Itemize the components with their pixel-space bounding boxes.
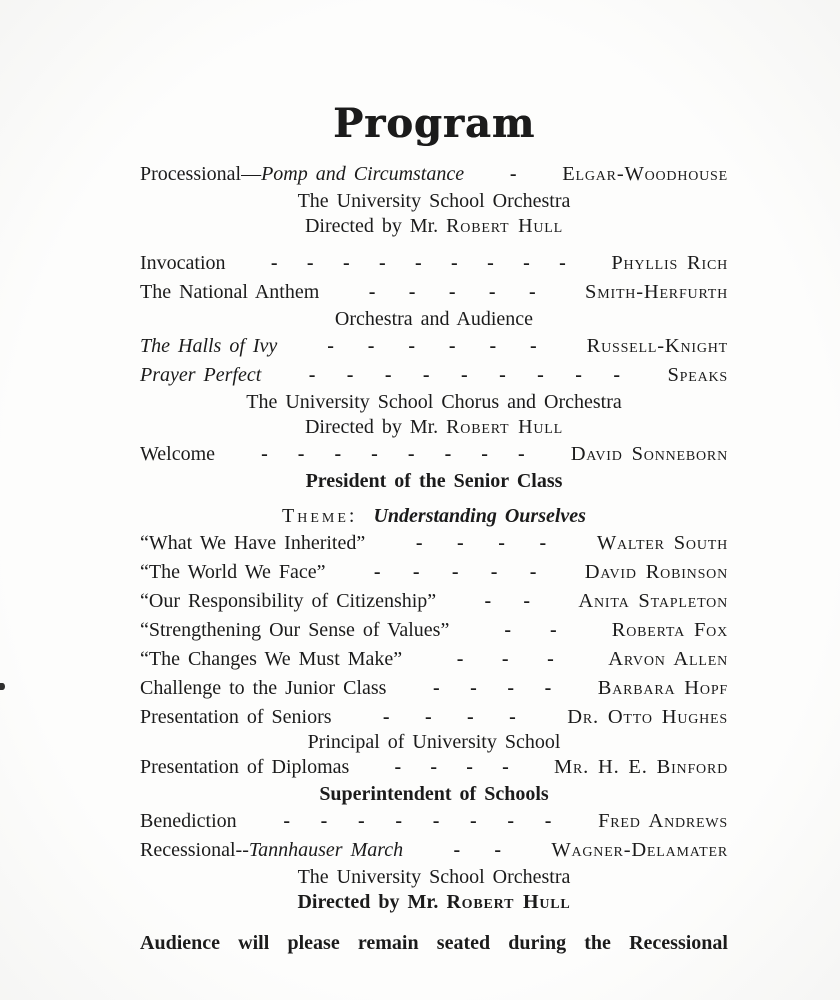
- centered-line: [140, 469, 728, 494]
- text-segment: The University School Orchestra: [297, 190, 571, 212]
- program-row-title: [140, 616, 449, 645]
- dash-leaders: [226, 249, 612, 278]
- dash-leaders: [237, 807, 598, 836]
- program-row: [140, 249, 728, 278]
- dash: -: [523, 590, 531, 612]
- dash-leaders: [277, 332, 586, 361]
- page-title: Program: [332, 100, 536, 147]
- dash: -: [451, 561, 459, 583]
- program-document: [140, 98, 728, 958]
- dash: -: [517, 443, 525, 465]
- text-segment: Theme:: [282, 505, 358, 527]
- dash: -: [499, 364, 506, 386]
- text-segment: Robert Hull: [446, 891, 571, 913]
- dash: -: [342, 252, 350, 274]
- performer-name: Roberta Fox: [611, 619, 728, 641]
- dash: -: [457, 532, 464, 554]
- dash: -: [490, 561, 498, 583]
- text-segment: “Strengthening Our Sense of Values”: [140, 619, 450, 641]
- performer-name: Speaks: [667, 364, 728, 386]
- dash: -: [451, 252, 458, 274]
- text-segment: Tannhauser March: [248, 839, 404, 861]
- text-segment: Orchestra and Audience: [334, 308, 534, 330]
- program-row: [140, 753, 728, 782]
- centered-line: [140, 504, 728, 529]
- dash-leaders: [449, 616, 611, 645]
- dash: -: [327, 335, 334, 357]
- program-row: [140, 645, 728, 674]
- dash: -: [539, 532, 547, 554]
- dash: -: [297, 443, 305, 465]
- performer-name: Phyllis Rich: [611, 252, 728, 274]
- performer-name: Walter South: [596, 532, 728, 554]
- program-row-title: [140, 753, 349, 782]
- centered-line: [140, 390, 728, 415]
- dash: -: [382, 706, 390, 728]
- centered-line: [140, 189, 728, 214]
- dash: -: [424, 706, 432, 728]
- centered-line: [140, 782, 728, 807]
- text-segment: President of the Senior Class: [305, 470, 563, 492]
- performer-name: Wagner-Delamater: [551, 839, 728, 861]
- dash: -: [470, 677, 477, 699]
- dash: -: [550, 619, 557, 641]
- text-segment: Robert Hull: [446, 215, 564, 237]
- spacer: [140, 239, 728, 249]
- performer-name: Fred Andrews: [598, 810, 728, 832]
- program-row: [140, 836, 728, 865]
- dash-leaders: [349, 753, 554, 782]
- dash-leaders: [332, 703, 568, 732]
- dash: -: [334, 443, 342, 465]
- dash: -: [502, 756, 509, 778]
- dash: -: [529, 561, 537, 583]
- dash: -: [507, 677, 515, 699]
- program-row-title: [140, 836, 403, 865]
- dash: -: [432, 810, 440, 832]
- dash: -: [466, 756, 473, 778]
- dash: -: [504, 619, 512, 641]
- dash: -: [394, 756, 402, 778]
- centered-line: [140, 890, 728, 915]
- dash: -: [407, 443, 415, 465]
- dash-leaders: [464, 160, 562, 189]
- dash: -: [498, 532, 505, 554]
- text-segment: Prayer Perfect: [140, 364, 262, 386]
- dash: -: [484, 590, 492, 612]
- text-segment: Directed by Mr.: [304, 416, 447, 438]
- dash-leaders: [402, 645, 608, 674]
- program-row-title: [140, 703, 332, 732]
- performer-name: Smith-Herfurth: [585, 281, 728, 303]
- text-segment: Superintendent of Schools: [319, 783, 549, 805]
- dash: -: [501, 648, 509, 670]
- program-row: [140, 674, 728, 703]
- program-row-title: [140, 440, 215, 469]
- dash: -: [306, 252, 314, 274]
- program-row-title: [140, 645, 402, 674]
- dash: -: [308, 364, 316, 386]
- dash: -: [378, 252, 386, 274]
- dash: -: [544, 810, 552, 832]
- dash: -: [489, 335, 497, 357]
- dash: -: [422, 364, 430, 386]
- text-segment: “Our Responsibility of Citizenship”: [140, 590, 437, 612]
- dash: -: [494, 839, 502, 861]
- program-row-title: [140, 332, 277, 361]
- centered-line: [140, 214, 728, 239]
- program-row-title: [140, 160, 464, 189]
- text-segment: “What We Have Inherited”: [140, 532, 366, 554]
- text-segment: The University School Orchestra: [297, 866, 571, 888]
- dash-leaders: [365, 529, 597, 558]
- dash: -: [395, 810, 403, 832]
- text-segment: “The World We Face”: [140, 561, 326, 583]
- program-row: [140, 529, 728, 558]
- performer-name: Anita Stapleton: [578, 590, 728, 612]
- dash: -: [530, 335, 537, 357]
- dash: -: [487, 252, 494, 274]
- dash: -: [523, 252, 530, 274]
- ink-speck-artifact: [0, 683, 5, 690]
- dash: -: [415, 252, 422, 274]
- dash: -: [261, 443, 268, 465]
- text-segment: Presentation of Diplomas: [140, 756, 350, 778]
- text-segment: The University School Chorus and Orchestra: [246, 391, 622, 413]
- dash: -: [320, 810, 328, 832]
- dash: -: [448, 281, 456, 303]
- centered-line: [140, 865, 728, 890]
- dash: -: [412, 561, 420, 583]
- dash: -: [488, 281, 496, 303]
- dash: -: [544, 677, 552, 699]
- performer-name: David Robinson: [584, 561, 728, 583]
- footer-note: Audience will please remain seated during the Recessional: [140, 932, 728, 954]
- dash: -: [448, 335, 456, 357]
- text-segment: The National Anthem: [140, 281, 320, 303]
- dash: -: [507, 810, 515, 832]
- centered-line: [140, 307, 728, 332]
- dash: -: [509, 706, 516, 728]
- text-segment: Challenge to the Junior Class: [140, 677, 387, 699]
- performer-name: Arvon Allen: [608, 648, 728, 670]
- program-row: [140, 278, 728, 307]
- dash: -: [613, 364, 620, 386]
- dash: -: [467, 706, 474, 728]
- program-row-title: [140, 529, 365, 558]
- program-row-title: [140, 674, 386, 703]
- dash: -: [432, 677, 440, 699]
- dash: -: [358, 810, 365, 832]
- text-segment: The Halls of Ivy: [140, 335, 278, 357]
- performer-name: David Sonneborn: [570, 443, 728, 465]
- dash: -: [528, 281, 536, 303]
- text-segment: Robert Hull: [446, 416, 564, 438]
- performer-name: Mr. H. E. Binford: [553, 756, 728, 778]
- performer-name: Barbara Hopf: [597, 677, 728, 699]
- dash: -: [461, 364, 468, 386]
- dash: -: [537, 364, 544, 386]
- text-segment: Principal of University School: [307, 731, 561, 753]
- program-row-title: [140, 361, 261, 390]
- program-row: [140, 332, 728, 361]
- dash: -: [444, 443, 452, 465]
- program-row-title: [140, 249, 226, 278]
- centered-line: [140, 415, 728, 440]
- text-segment: Benediction: [140, 810, 237, 832]
- dash: -: [371, 443, 378, 465]
- text-segment: Pomp and Circumstance: [261, 163, 465, 185]
- dash: -: [346, 364, 354, 386]
- dash-leaders: [261, 361, 667, 390]
- text-segment: Understanding Ourselves: [373, 505, 586, 527]
- dash-leaders: [386, 674, 597, 703]
- program-row: [140, 440, 728, 469]
- text-segment: Invocation: [140, 252, 226, 274]
- program-row-title: [140, 807, 237, 836]
- text-segment: “The Changes We Must Make”: [140, 648, 403, 670]
- program-row: [140, 558, 728, 587]
- program-row-title: [140, 278, 319, 307]
- dash: -: [481, 443, 488, 465]
- dash: -: [408, 335, 415, 357]
- dash: -: [575, 364, 582, 386]
- dash-leaders: [403, 836, 551, 865]
- dash-leaders: [319, 278, 585, 307]
- dash: -: [470, 810, 477, 832]
- dash: -: [453, 839, 461, 861]
- dash: -: [367, 335, 375, 357]
- dash: -: [430, 756, 438, 778]
- dash: -: [283, 810, 290, 832]
- program-row: [140, 616, 728, 645]
- dash-leaders: [436, 587, 578, 616]
- program-row: [140, 587, 728, 616]
- dash: -: [270, 252, 278, 274]
- dash: -: [547, 648, 554, 670]
- text-segment: Directed by Mr.: [297, 891, 447, 913]
- dash-leaders: [215, 440, 571, 469]
- program-row-title: [140, 558, 326, 587]
- performer-name: Russell-Knight: [586, 335, 728, 357]
- program-lines: [140, 160, 728, 915]
- text-segment: Processional—: [140, 163, 262, 185]
- program-row: [140, 807, 728, 836]
- dash-leaders: [326, 558, 585, 587]
- dash: -: [384, 364, 392, 386]
- performer-name: Elgar-Woodhouse: [562, 163, 728, 185]
- dash: -: [373, 561, 381, 583]
- text-segment: Welcome: [140, 443, 216, 465]
- program-row-title: [140, 587, 436, 616]
- centered-line: [140, 732, 728, 753]
- spacer: [140, 494, 728, 504]
- program-row: [140, 160, 728, 189]
- dash: -: [559, 252, 566, 274]
- performer-name: Dr. Otto Hughes: [567, 706, 728, 728]
- text-segment: Recessional--: [140, 839, 249, 861]
- program-row: [140, 703, 728, 732]
- dash: -: [509, 163, 517, 185]
- dash: -: [408, 281, 416, 303]
- dash: -: [456, 648, 464, 670]
- text-segment: Presentation of Seniors: [140, 706, 332, 728]
- dash: -: [415, 532, 423, 554]
- program-row: [140, 361, 728, 390]
- dash: -: [368, 281, 376, 303]
- text-segment: Directed by Mr.: [304, 215, 447, 237]
- text-segment: [357, 505, 373, 527]
